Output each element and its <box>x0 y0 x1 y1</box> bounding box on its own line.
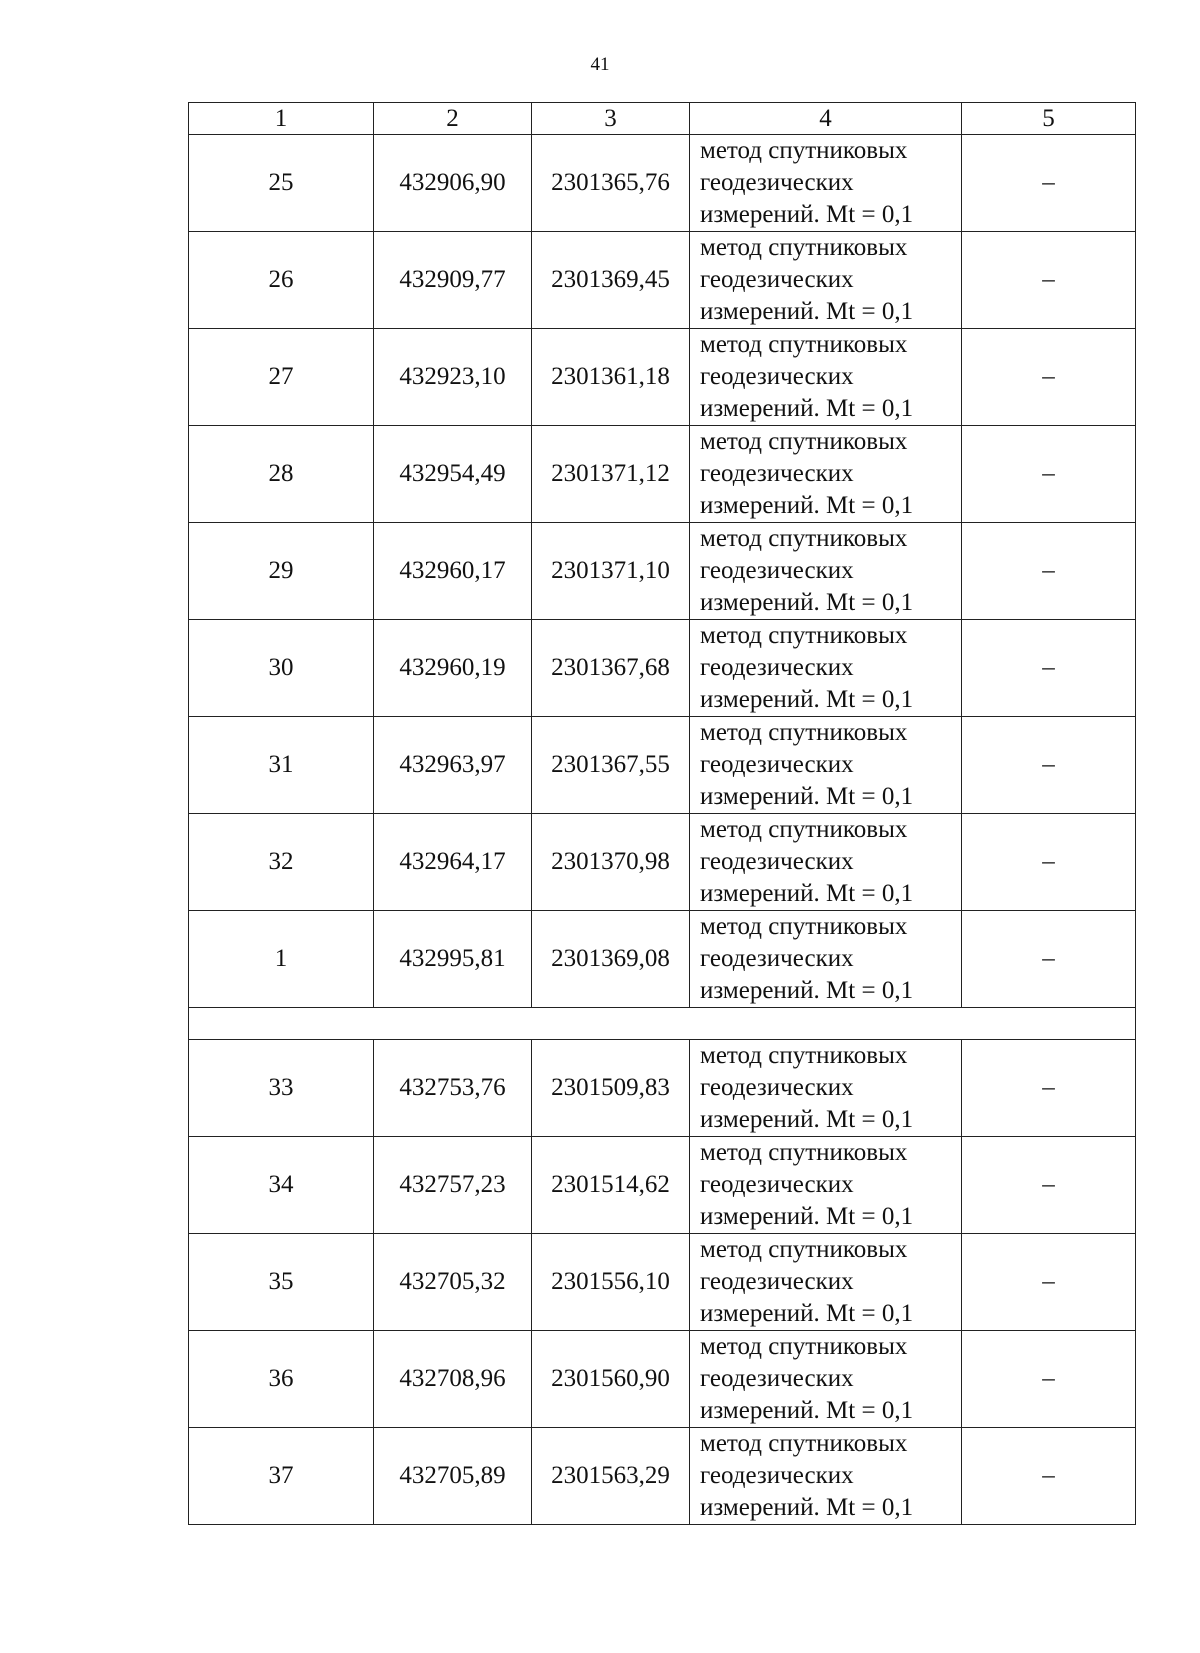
y-coordinate-cell: 2301563,29 <box>532 1428 690 1525</box>
method-line: метод спутниковых <box>700 1042 908 1069</box>
point-number-cell: 29 <box>189 523 374 620</box>
x-coordinate-cell: 432963,97 <box>374 717 532 814</box>
method-line: геодезических <box>700 1268 854 1295</box>
point-number-cell: 1 <box>189 911 374 1008</box>
x-coordinate-cell: 432753,76 <box>374 1040 532 1137</box>
y-coordinate-cell: 2301509,83 <box>532 1040 690 1137</box>
method-cell <box>690 329 962 426</box>
y-coordinate-cell: 2301369,45 <box>532 232 690 329</box>
method-line: измерений. Mt = 0,1 <box>700 1300 914 1327</box>
method-line: метод спутниковых <box>700 1430 908 1457</box>
page-number: 41 <box>590 54 610 75</box>
point-number-cell: 36 <box>189 1331 374 1428</box>
point-number-cell: 32 <box>189 814 374 911</box>
x-coordinate-cell: 432995,81 <box>374 911 532 1008</box>
method-line: метод спутниковых <box>700 719 908 746</box>
table-row <box>189 135 1136 232</box>
description-cell: – <box>962 329 1136 426</box>
point-number-cell: 35 <box>189 1234 374 1331</box>
method-cell <box>690 1040 962 1137</box>
method-line: геодезических <box>700 266 854 293</box>
method-line: геодезических <box>700 1365 854 1392</box>
description-cell: – <box>962 1234 1136 1331</box>
y-coordinate-cell: 2301361,18 <box>532 329 690 426</box>
table-row <box>189 717 1136 814</box>
point-number-cell: 27 <box>189 329 374 426</box>
description-cell: – <box>962 911 1136 1008</box>
x-coordinate-cell: 432757,23 <box>374 1137 532 1234</box>
description-cell: – <box>962 717 1136 814</box>
method-cell <box>690 523 962 620</box>
method-line: геодезических <box>700 848 854 875</box>
method-line: метод спутниковых <box>700 1139 908 1166</box>
description-cell: – <box>962 1137 1136 1234</box>
method-line: метод спутниковых <box>700 331 908 358</box>
method-line: геодезических <box>700 1462 854 1489</box>
method-line: метод спутниковых <box>700 622 908 649</box>
method-cell <box>690 814 962 911</box>
method-cell <box>690 1137 962 1234</box>
table-row <box>189 620 1136 717</box>
method-line: метод спутниковых <box>700 137 908 164</box>
method-line: геодезических <box>700 169 854 196</box>
method-line: измерений. Mt = 0,1 <box>700 1494 914 1521</box>
point-number-cell: 37 <box>189 1428 374 1525</box>
description-cell: – <box>962 1428 1136 1525</box>
table-row <box>189 814 1136 911</box>
x-coordinate-cell: 432909,77 <box>374 232 532 329</box>
table-body-group-1 <box>189 135 1136 1008</box>
y-coordinate-cell: 2301370,98 <box>532 814 690 911</box>
y-coordinate-cell: 2301367,68 <box>532 620 690 717</box>
table-body-group-2 <box>189 1040 1136 1525</box>
method-cell <box>690 1428 962 1525</box>
x-coordinate-cell: 432705,89 <box>374 1428 532 1525</box>
description-cell: – <box>962 232 1136 329</box>
method-line: измерений. Mt = 0,1 <box>700 1203 914 1230</box>
x-coordinate-cell: 432964,17 <box>374 814 532 911</box>
x-coordinate-cell: 432960,17 <box>374 523 532 620</box>
table-row <box>189 911 1136 1008</box>
description-cell: – <box>962 1040 1136 1137</box>
method-line: геодезических <box>700 654 854 681</box>
point-number-cell: 34 <box>189 1137 374 1234</box>
table-row <box>189 232 1136 329</box>
point-number-cell: 25 <box>189 135 374 232</box>
method-cell <box>690 426 962 523</box>
method-line: геодезических <box>700 363 854 390</box>
method-line: геодезических <box>700 945 854 972</box>
method-cell <box>690 620 962 717</box>
table-row <box>189 523 1136 620</box>
description-cell: – <box>962 620 1136 717</box>
table-header-row <box>189 103 1136 135</box>
method-line: измерений. Mt = 0,1 <box>700 1106 914 1133</box>
method-line: метод спутниковых <box>700 525 908 552</box>
table-row <box>189 1040 1136 1137</box>
separator-cell <box>189 1008 1136 1040</box>
coordinates-table <box>188 102 1136 1525</box>
description-cell: – <box>962 523 1136 620</box>
method-line: метод спутниковых <box>700 428 908 455</box>
method-line: метод спутниковых <box>700 234 908 261</box>
point-number-cell: 31 <box>189 717 374 814</box>
table-row <box>189 1234 1136 1331</box>
point-number-cell: 26 <box>189 232 374 329</box>
method-cell <box>690 1331 962 1428</box>
method-line: геодезических <box>700 751 854 778</box>
x-coordinate-cell: 432708,96 <box>374 1331 532 1428</box>
x-coordinate-cell: 432705,32 <box>374 1234 532 1331</box>
y-coordinate-cell: 2301560,90 <box>532 1331 690 1428</box>
description-cell: – <box>962 135 1136 232</box>
y-coordinate-cell: 2301367,55 <box>532 717 690 814</box>
y-coordinate-cell: 2301556,10 <box>532 1234 690 1331</box>
method-line: измерений. Mt = 0,1 <box>700 395 914 422</box>
table-separator <box>189 1008 1136 1040</box>
method-line: измерений. Mt = 0,1 <box>700 880 914 907</box>
method-line: измерений. Mt = 0,1 <box>700 977 914 1004</box>
method-line: измерений. Mt = 0,1 <box>700 201 914 228</box>
y-coordinate-cell: 2301365,76 <box>532 135 690 232</box>
table-row <box>189 1331 1136 1428</box>
x-coordinate-cell: 432923,10 <box>374 329 532 426</box>
method-cell <box>690 717 962 814</box>
method-line: метод спутниковых <box>700 1236 908 1263</box>
method-line: измерений. Mt = 0,1 <box>700 298 914 325</box>
table-row <box>189 426 1136 523</box>
y-coordinate-cell: 2301371,12 <box>532 426 690 523</box>
description-cell: – <box>962 1331 1136 1428</box>
column-header: 4 <box>690 103 962 135</box>
column-header: 2 <box>374 103 532 135</box>
method-line: геодезических <box>700 557 854 584</box>
y-coordinate-cell: 2301371,10 <box>532 523 690 620</box>
method-line: геодезических <box>700 460 854 487</box>
column-header: 1 <box>189 103 374 135</box>
method-line: измерений. Mt = 0,1 <box>700 686 914 713</box>
description-cell: – <box>962 426 1136 523</box>
table-row <box>189 1137 1136 1234</box>
x-coordinate-cell: 432960,19 <box>374 620 532 717</box>
method-line: измерений. Mt = 0,1 <box>700 492 914 519</box>
method-cell <box>690 232 962 329</box>
y-coordinate-cell: 2301514,62 <box>532 1137 690 1234</box>
method-line: измерений. Mt = 0,1 <box>700 783 914 810</box>
table-row <box>189 1428 1136 1525</box>
method-cell <box>690 135 962 232</box>
description-cell: – <box>962 814 1136 911</box>
method-line: геодезических <box>700 1171 854 1198</box>
column-header: 5 <box>962 103 1136 135</box>
separator-row <box>189 1008 1136 1040</box>
method-line: измерений. Mt = 0,1 <box>700 1397 914 1424</box>
method-line: метод спутниковых <box>700 816 908 843</box>
method-line: измерений. Mt = 0,1 <box>700 589 914 616</box>
method-cell <box>690 1234 962 1331</box>
x-coordinate-cell: 432906,90 <box>374 135 532 232</box>
y-coordinate-cell: 2301369,08 <box>532 911 690 1008</box>
method-line: метод спутниковых <box>700 913 908 940</box>
column-header: 3 <box>532 103 690 135</box>
method-line: геодезических <box>700 1074 854 1101</box>
table-row <box>189 329 1136 426</box>
point-number-cell: 30 <box>189 620 374 717</box>
method-cell <box>690 911 962 1008</box>
point-number-cell: 28 <box>189 426 374 523</box>
point-number-cell: 33 <box>189 1040 374 1137</box>
x-coordinate-cell: 432954,49 <box>374 426 532 523</box>
method-line: метод спутниковых <box>700 1333 908 1360</box>
